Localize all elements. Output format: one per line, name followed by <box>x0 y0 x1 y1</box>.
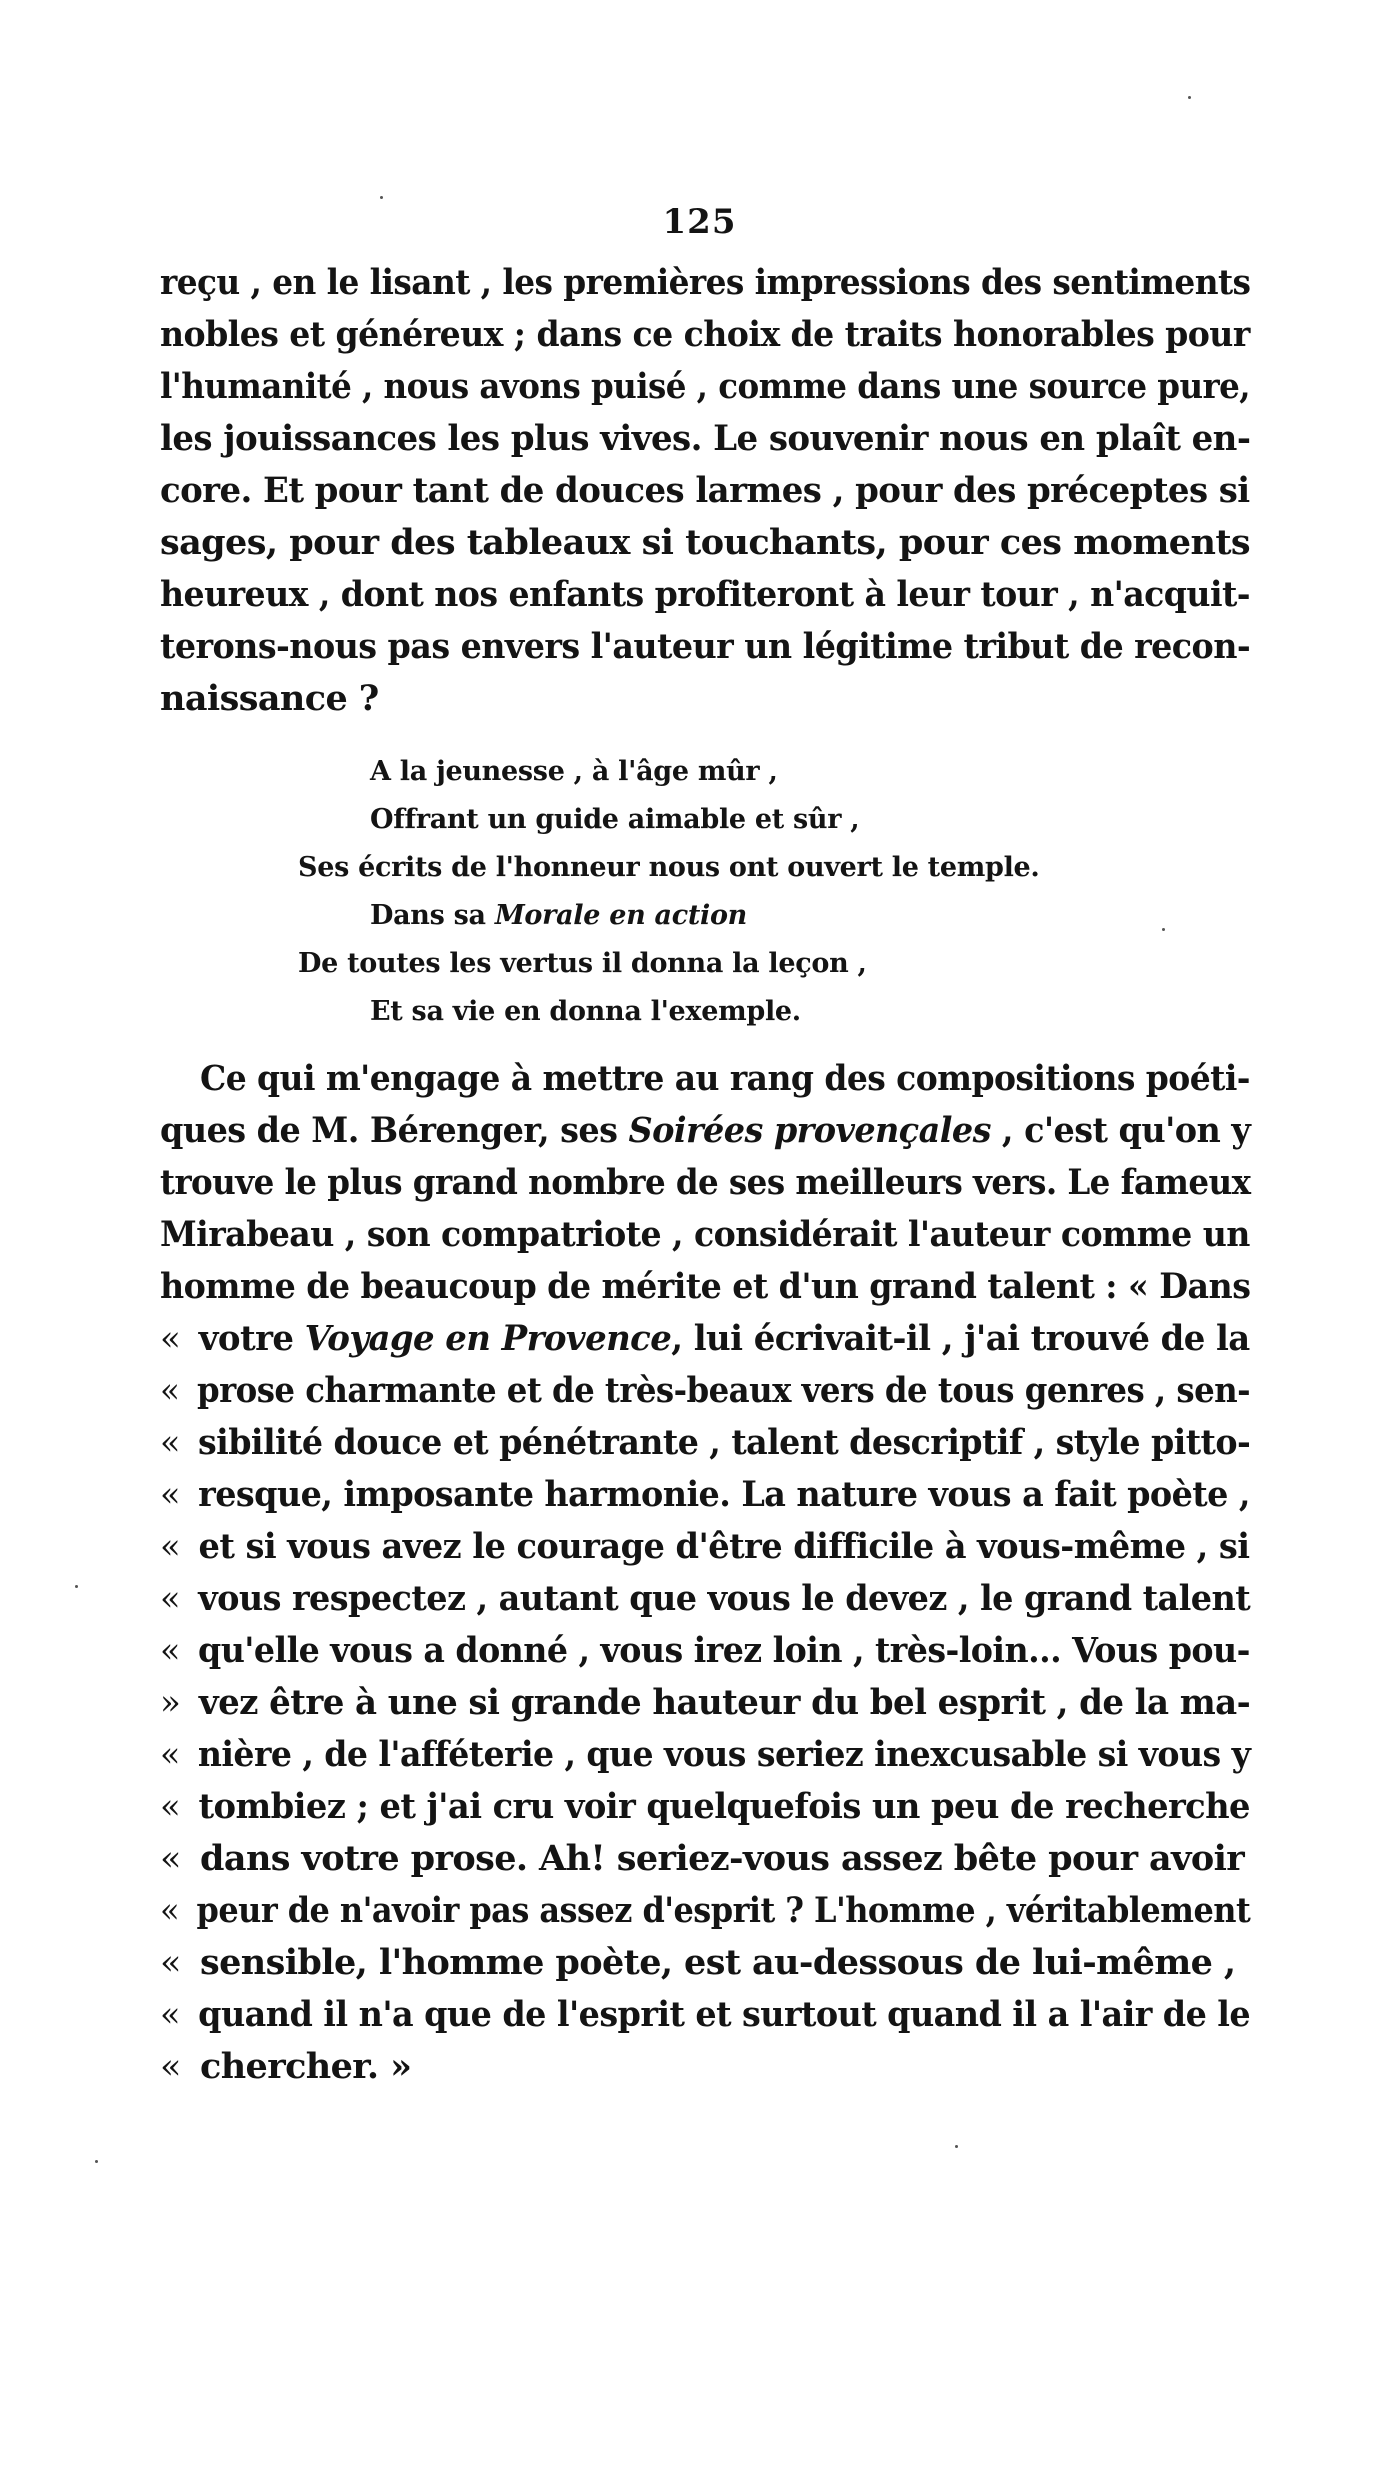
text-line: terons-nous pas envers l'auteur un légitime tribut de recon- <box>160 626 1251 667</box>
page-number: 125 <box>662 202 737 242</box>
quoted-line <box>160 1526 1250 1567</box>
quoted-line <box>160 1422 1251 1463</box>
text-line: les jouissances les plus vives. Le souvenir nous en plaît en- <box>160 418 1251 459</box>
text-span: vous respectez , autant que vous le devez , le grand talent <box>198 1578 1251 1619</box>
text-span: quand il n'a que de l'esprit et surtout quand il a l'air de le <box>198 1994 1251 2035</box>
text-span: chercher. » <box>200 2046 412 2087</box>
text-span: dans votre prose. Ah! seriez-vous assez bête pour avoir <box>200 1838 1245 1879</box>
text-line: heureux , dont nos enfants profiteront à leur tour , n'acquit- <box>160 574 1250 615</box>
text-line: core. Et pour tant de douces larmes , pour des préceptes si <box>160 470 1250 511</box>
verse-line <box>370 900 747 931</box>
text-line: Mirabeau , son compatriote , considérait l'auteur comme un <box>160 1214 1250 1255</box>
text-line: naissance ? <box>160 678 379 719</box>
quote-mark: « <box>160 1319 181 1359</box>
text-line: trouve le plus grand nombre de ses meilleurs vers. Le fameux <box>160 1162 1251 1203</box>
scan-speck <box>95 2160 98 2163</box>
quote-mark: » <box>160 1683 181 1723</box>
text-line: reçu , en le lisant , les premières impressions des sentiments <box>160 262 1251 303</box>
verse-line: De toutes les vertus il donna la leçon , <box>298 948 867 979</box>
text-span: tombiez ; et j'ai cru voir quelquefois un peu de recherche <box>198 1786 1250 1827</box>
text-line <box>160 1110 1251 1151</box>
text-span: et si vous avez le courage d'être difficile à vous-même , si <box>198 1526 1250 1567</box>
quote-mark: « <box>160 1787 181 1827</box>
scan-speck <box>1188 96 1191 99</box>
text-line: nobles et généreux ; dans ce choix de traits honorables pour <box>160 314 1250 355</box>
text-line: sages, pour des tableaux si touchants, pour ces moments <box>160 522 1250 563</box>
text-span: ques de M. Bérenger, ses <box>160 1110 629 1151</box>
verse-line: Offrant un guide aimable et sûr , <box>370 804 860 835</box>
quoted-line <box>160 1890 1251 1931</box>
scan-speck <box>1162 928 1165 931</box>
quoted-line <box>160 1578 1251 1619</box>
quoted-line <box>160 1838 1250 1879</box>
text-span: nière , de l'afféterie , que vous seriez inexcusable si vous y <box>197 1734 1251 1775</box>
quoted-line <box>160 1474 1250 1515</box>
quote-mark: « <box>160 2047 181 2087</box>
text-line: l'humanité , nous avons puisé , comme dans une source pure, <box>160 366 1251 407</box>
quote-mark: « <box>160 1995 180 2035</box>
quote-mark: « <box>160 1527 181 1567</box>
verse-line: A la jeunesse , à l'âge mûr , <box>370 756 778 787</box>
verse-line: Ses écrits de l'honneur nous ont ouvert le temple. <box>298 852 1040 883</box>
text-span: resque, imposante harmonie. La nature vous a fait poète , <box>198 1474 1250 1515</box>
work-title: Morale en action <box>494 900 748 931</box>
text-span: sibilité douce et pénétrante , talent descriptif , style pitto- <box>198 1422 1251 1463</box>
quote-mark: « <box>160 1943 181 1983</box>
quote-mark: « <box>160 1891 180 1931</box>
text-span: sensible, l'homme poète, est au-dessous de lui-même , <box>200 1942 1236 1983</box>
scan-speck <box>75 1585 78 1588</box>
quoted-line <box>160 1994 1251 2035</box>
quoted-line <box>160 2046 1250 2087</box>
quote-mark: « <box>160 1371 180 1411</box>
quote-mark: « <box>160 1423 180 1463</box>
quote-mark: « <box>160 1735 180 1775</box>
quote-mark: « <box>160 1839 181 1879</box>
quote-mark: « <box>160 1475 180 1515</box>
scan-speck <box>955 2145 958 2148</box>
quoted-line <box>160 1734 1251 1775</box>
quoted-line <box>160 1630 1250 1671</box>
quote-mark: « <box>160 1631 180 1671</box>
quoted-line <box>160 1318 1250 1359</box>
text-span: , c'est qu'on y <box>990 1110 1251 1151</box>
quoted-line <box>160 1786 1250 1827</box>
text-span: peur de n'avoir pas assez d'esprit ? L'homme , véritablement <box>196 1890 1251 1931</box>
text-span: vez être à une si grande hauteur du bel esprit , de la ma- <box>198 1682 1251 1723</box>
work-title: Voyage en Provence <box>304 1318 672 1359</box>
verse-text: Dans sa <box>370 900 495 931</box>
text-span: votre <box>198 1318 305 1359</box>
quoted-line <box>160 1682 1251 1723</box>
text-line: homme de beaucoup de mérite et d'un grand talent : « Dans <box>160 1266 1251 1307</box>
quote-mark: « <box>160 1579 180 1619</box>
text-span: qu'elle vous a donné , vous irez loin , très-loin... Vous pou- <box>198 1630 1250 1671</box>
verse-line: Et sa vie en donna l'exemple. <box>370 996 801 1027</box>
text-line: Ce qui m'engage à mettre au rang des compositions poéti- <box>200 1058 1250 1099</box>
quoted-line <box>160 1942 1250 1983</box>
work-title: Soirées provençales <box>628 1110 991 1151</box>
text-span: prose charmante et de très-beaux vers de tous genres , sen- <box>197 1370 1251 1411</box>
scan-speck <box>380 196 383 199</box>
quoted-line <box>160 1370 1251 1411</box>
text-span: , lui écrivait-il , j'ai trouvé de la <box>671 1318 1250 1359</box>
